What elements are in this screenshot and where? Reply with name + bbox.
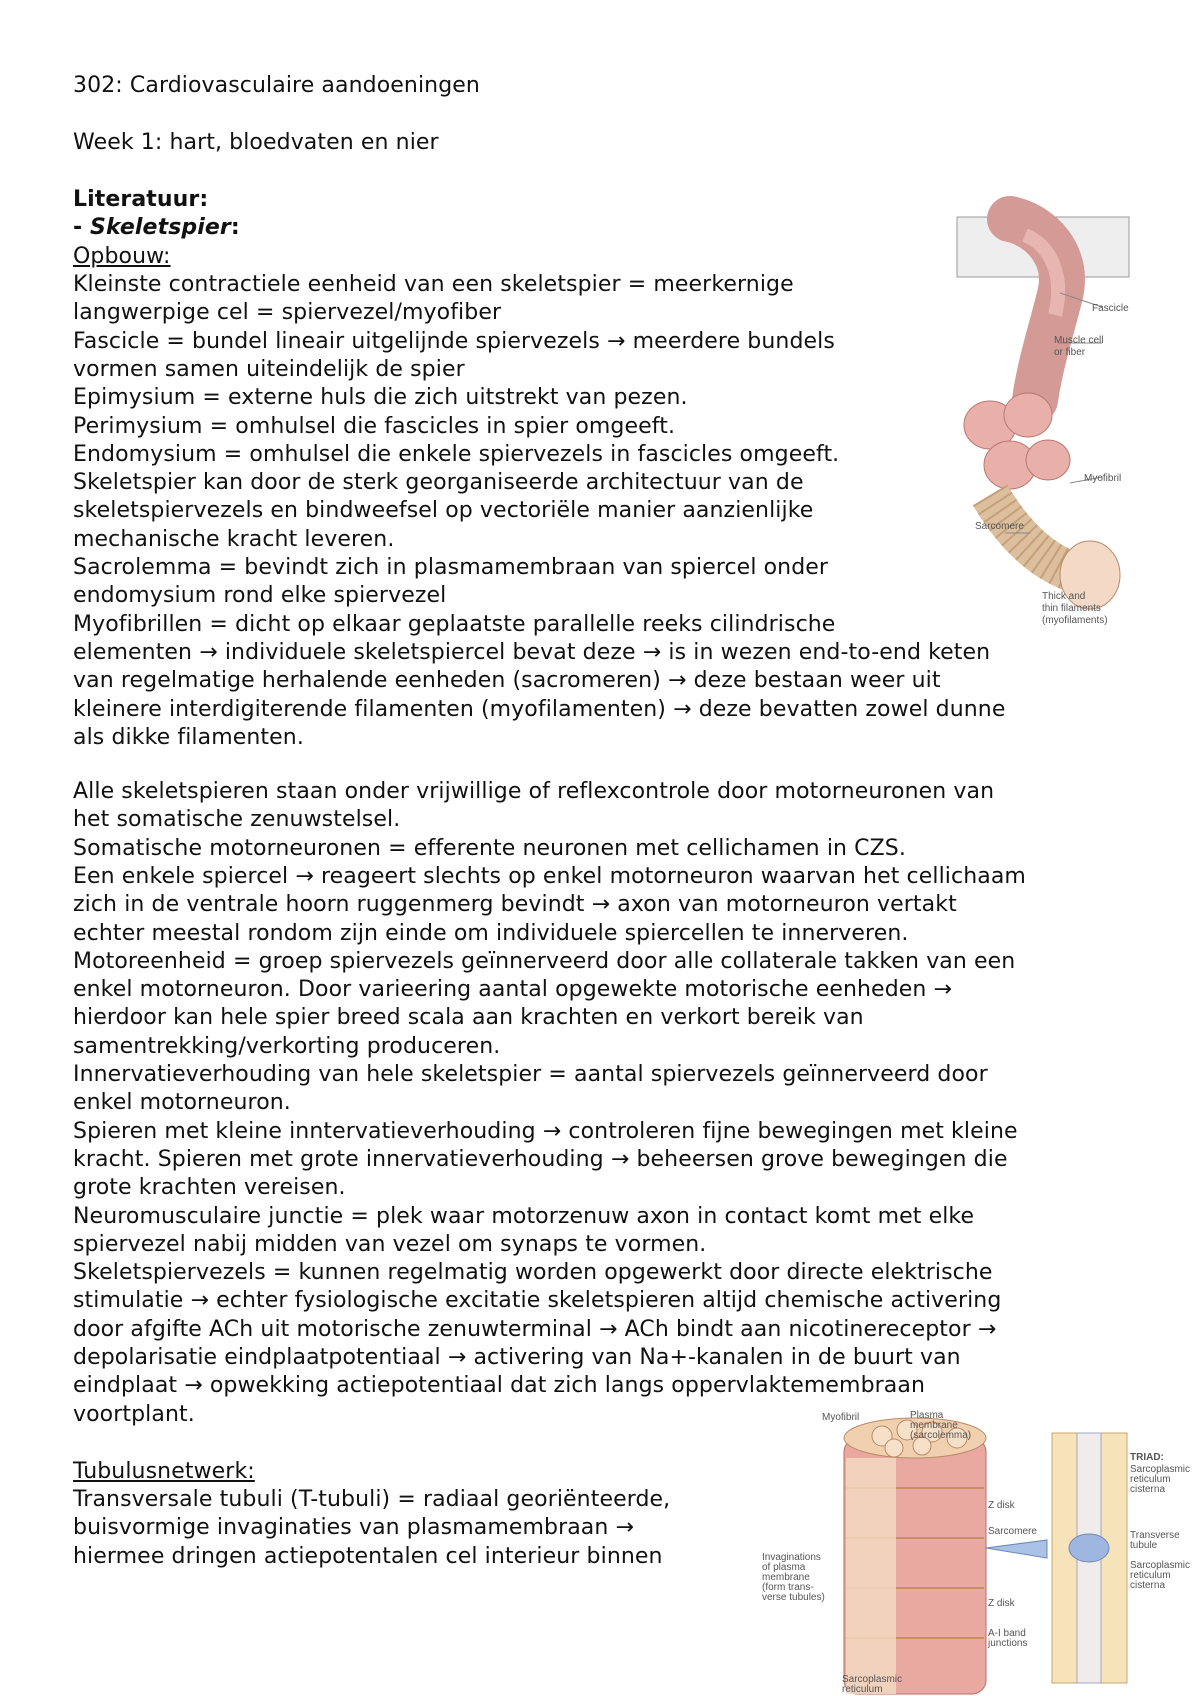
label2-sr-cist-3: cisterna [1130, 1484, 1166, 1495]
text-line: Skeletspiervezels = kunnen regelmatig worden opgewerkt door directe elektrische [73, 1260, 993, 1286]
text-line: depolarisatie eindplaatpotentiaal → activering van Na+-kanalen in de buurt van [73, 1345, 961, 1370]
muscle-structure-figure [950, 215, 1130, 635]
label-filaments-3: (myofilaments) [1042, 615, 1108, 626]
label2-sarcomere: Sarcomere [988, 1526, 1037, 1537]
label2-inv-1: Invaginations [762, 1552, 821, 1563]
text-line: Fascicle = bundel lineair uitgelijnde spiervezels → meerdere bundels [73, 328, 835, 354]
label2-aiband-2: junctions [988, 1638, 1028, 1649]
zoom-arrow [986, 1540, 1047, 1558]
sarcoplasmic-reticulum-layer [846, 1458, 896, 1694]
text-line: Epimysium = externe huls die zich uitstrekt van pezen. [73, 385, 688, 411]
label2-myofibril: Myofibril [822, 1412, 860, 1423]
skeletspier-prefix: - [73, 215, 90, 240]
text-line: samentrekking/verkorting produceren. [73, 1033, 501, 1059]
label2-triad: TRIAD: [1130, 1452, 1164, 1463]
label2-transverse-1: Transverse [1130, 1530, 1180, 1541]
label-myofibril: Myofibril [1084, 473, 1122, 484]
text-line: enkel motorneuron. [73, 1090, 291, 1116]
text-line: Kleinste contractiele eenheid van een skeletspier = meerkernige [73, 272, 794, 297]
opbouw-heading: Opbouw: [73, 244, 171, 269]
skeletspier-heading [73, 214, 240, 242]
text-line: Een enkele spiercel → reageert slechts op enkel motorneuron waarvan het cellichaam [73, 863, 1026, 889]
text-line: enkel motorneuron. Door varieering aantal opgewekte motorische eenheden → [73, 977, 953, 1003]
text-line: Innervatieverhouding van hele skeletspier = aantal spiervezels geïnnerveerd door [73, 1062, 988, 1087]
text-line: stimulatie → echter fysiologische excitatie skeletspieren altijd chemische activering [73, 1288, 1002, 1314]
label2-inv-3: membrane [762, 1572, 810, 1583]
skeletspier-colon: : [230, 215, 240, 240]
label2-sr-bottom-2: reticulum [842, 1684, 883, 1695]
label-muscle-cell-2: or fiber [1054, 347, 1086, 358]
text-line: voortplant. [73, 1401, 195, 1427]
text-line: grote krachten vereisen. [73, 1175, 346, 1201]
label2-sr2-1: Sarcoplasmic [1130, 1560, 1191, 1571]
label-filaments-1: Thick and [1042, 591, 1086, 602]
tubulus-heading: Tubulusnetwerk: [73, 1459, 255, 1484]
label2-inv-4: (form trans- [762, 1582, 814, 1593]
label2-plasma-2: membrane [910, 1420, 958, 1431]
label2-sr2-3: cisterna [1130, 1580, 1166, 1591]
text-line: Skeletspier kan door de sterk georganiseerde architectuur van de [73, 470, 804, 496]
label2-sr-cist-1: Sarcoplasmic [1130, 1464, 1191, 1475]
text-line: van regelmatige herhalende eenheden (sacromeren) → deze bestaan weer uit [73, 668, 941, 694]
text-line: Motoreenheid = groep spiervezels geïnnerveerd door alle collaterale takken van een [73, 948, 1016, 974]
text-line: door afgifte ACh uit motorische zenuwterminal → ACh bindt aan nicotinereceptor → [73, 1316, 997, 1342]
fascicle-section-4 [1026, 440, 1070, 480]
triad-transverse-tubule [1069, 1534, 1109, 1562]
text-line: eindplaat → opwekking actiepotentiaal dat zich langs oppervlaktemembraan [73, 1373, 925, 1399]
label2-z-disk-top: Z disk [988, 1500, 1015, 1511]
literatuur-heading: Literatuur: [73, 187, 209, 212]
text-line: spiervezel nabij midden van vezel om synaps te vormen. [73, 1231, 707, 1257]
label2-inv-5: verse tubules) [762, 1592, 825, 1603]
text-line: kracht. Spieren met grote innervatieverhouding → beheersen grove bewegingen die [73, 1146, 1008, 1172]
text-line: Transversale tubuli (T-tubuli) = radiaal georiënteerde, [73, 1487, 671, 1512]
text-line: elementen → individuele skeletspiercel bevat deze → is in wezen end-to-end keten [73, 639, 991, 665]
skeletspier-word: Skeletspier [90, 215, 231, 240]
label2-sr-cist-2: reticulum [1130, 1474, 1171, 1485]
text-line: Neuromusculaire junctie = plek waar motorzenuw axon in contact komt met elke [73, 1203, 975, 1229]
text-line: mechanische kracht leveren. [73, 526, 395, 552]
label2-sr-bottom-1: Sarcoplasmic [842, 1674, 903, 1685]
label2-sr2-2: reticulum [1130, 1570, 1171, 1581]
t-tubule-figure [762, 1408, 1191, 1695]
label2-transverse-2: tubule [1130, 1540, 1158, 1551]
label2-z-disk-bottom: Z disk [988, 1598, 1015, 1609]
text-line: skeletspiervezels en bindweefsel op vectoriële manier aanzienlijke [73, 498, 814, 524]
text-line: hiermee dringen actiepotentalen cel interieur binnen [73, 1543, 663, 1569]
text-line: kleinere interdigiterende filamenten (myofilamenten) → deze bevatten zowel dunne [73, 696, 1006, 722]
text-line: hierdoor kan hele spier breed scala aan krachten en verkort bereik van [73, 1005, 864, 1031]
text-line: Somatische motorneuronen = efferente neuronen met cellichamen in CZS. [73, 835, 906, 861]
text-line: zich in de ventrale hoorn ruggenmerg bevindt → axon van motorneuron vertakt [73, 892, 957, 918]
text-line: Sacrolemma = bevindt zich in plasmamembraan van spiercel onder [73, 555, 829, 580]
text-line: Spieren met kleine inntervatieverhouding → controleren fijne bewegingen met kleine [73, 1118, 1018, 1144]
document-title: 302: Cardiovasculaire aandoeningen [73, 73, 480, 98]
label2-aiband-1: A-I band [988, 1628, 1026, 1639]
text-line: Myofibrillen = dicht op elkaar geplaatste parallelle reeks cilindrische [73, 611, 836, 637]
label-filaments-2: thin filaments [1042, 603, 1101, 614]
text-line: buisvormige invaginaties van plasmamembraan → [73, 1515, 635, 1541]
text-line: echter meestal rondom zijn einde om individuele spiercellen te innerveren. [73, 920, 909, 946]
label-fascicle: Fascicle [1092, 303, 1129, 314]
text-line: langwerpige cel = spiervezel/myofiber [73, 300, 502, 326]
fascicle-section-2 [1004, 393, 1052, 437]
text-line: endomysium rond elke spiervezel [73, 583, 447, 609]
text-line: als dikke filamenten. [73, 724, 304, 750]
text-line: Endomysium = omhulsel die enkele spiervezels in fascicles omgeeft. [73, 441, 840, 467]
label2-plasma-3: (sarcolemma) [910, 1430, 972, 1441]
myofibril-end [885, 1439, 903, 1457]
text-line: Alle skeletspieren staan onder vrijwillige of reflexcontrole door motorneuronen van [73, 779, 995, 804]
text-line: het somatische zenuwstelsel. [73, 807, 401, 833]
label-muscle-cell: Muscle cell [1054, 335, 1104, 346]
text-line: vormen samen uiteindelijk de spier [73, 356, 465, 382]
text-line: Perimysium = omhulsel die fascicles in spier omgeeft. [73, 413, 676, 439]
label-sarcomere: Sarcomere [975, 521, 1024, 532]
label2-inv-2: of plasma [762, 1562, 806, 1573]
week-heading: Week 1: hart, bloedvaten en nier [73, 130, 439, 155]
label2-plasma-1: Plasma [910, 1410, 944, 1421]
